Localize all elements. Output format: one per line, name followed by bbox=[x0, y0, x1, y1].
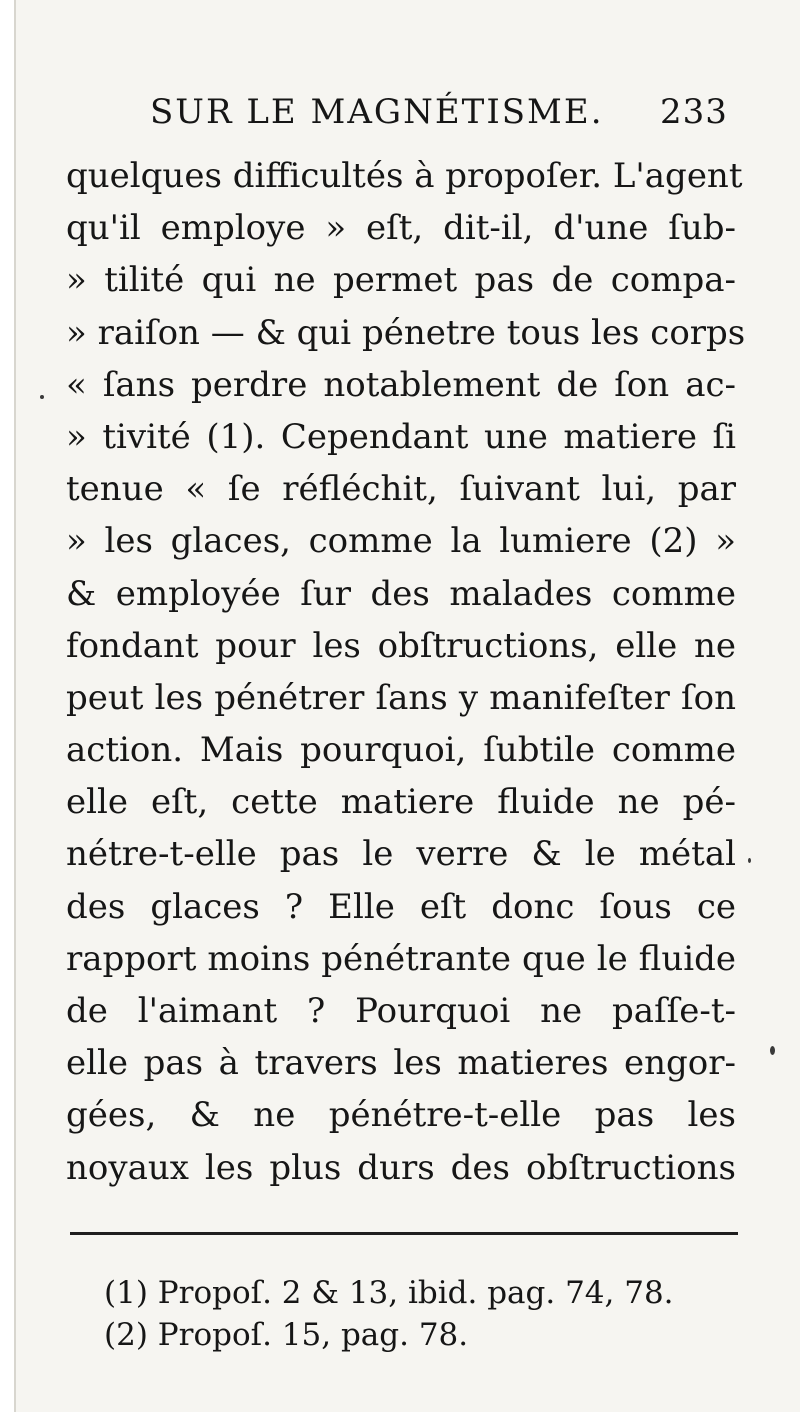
text-line: » les glaces, comme la lumiere (2) » bbox=[66, 521, 736, 562]
text-line: action. Mais pourquoi, ſubtile comme bbox=[66, 730, 736, 771]
ink-speck bbox=[40, 395, 44, 399]
text-line: de l'aimant ? Pourquoi ne paſſe-t- bbox=[66, 991, 736, 1031]
text-line: quelques difficultés à propoſer. L'agent bbox=[66, 156, 743, 196]
text-line: nétre-t-elle pas le verre & le métal bbox=[66, 834, 736, 875]
text-line: » tilité qui ne permet pas de compa- bbox=[66, 260, 736, 301]
text-line: » tivité (1). Cependant une matiere ſi bbox=[66, 416, 736, 457]
text-line: rapport moins pénétrante que le fluide bbox=[66, 938, 736, 979]
running-head bbox=[150, 92, 750, 142]
page-gutter-line bbox=[14, 0, 16, 1412]
ink-speck bbox=[770, 1046, 775, 1055]
text-line: elle eſt, cette matiere fluide ne pé- bbox=[66, 782, 736, 823]
body-text bbox=[66, 150, 746, 1194]
footnote-rule bbox=[70, 1232, 738, 1235]
footnotes bbox=[104, 1272, 744, 1356]
text-line: » raiſon — & qui pénetre tous les corps bbox=[66, 312, 746, 353]
text-line: & employée ſur des malades comme bbox=[66, 573, 736, 614]
text-line: fondant pour les obſtructions, elle ne bbox=[66, 625, 736, 666]
page-number: 233 bbox=[660, 92, 728, 132]
text-line: des glaces ? Elle eſt donc ſous ce bbox=[66, 886, 736, 927]
text-line: peut les pénétrer ſans y manifeſter ſon bbox=[66, 677, 736, 718]
text-line: noyaux les plus durs des obſtructions bbox=[66, 1147, 736, 1188]
page-margin-left bbox=[0, 0, 14, 1412]
text-line: tenue « ſe réfléchit, ſuivant lui, par bbox=[66, 469, 736, 510]
footnote: (1) Propoſ. 2 & 13, ibid. pag. 74, 78. bbox=[104, 1275, 674, 1311]
text-line: qu'il employe » eſt, dit-il, d'une ſub- bbox=[66, 208, 736, 249]
text-line: « ſans perdre notablement de ſon ac- bbox=[66, 364, 736, 405]
running-title: SUR LE MAGNÉTISME. bbox=[150, 92, 604, 132]
ink-speck bbox=[748, 858, 751, 863]
footnote: (2) Propoſ. 15, pag. 78. bbox=[104, 1317, 469, 1353]
text-line: gées, & ne pénétre-t-elle pas les bbox=[66, 1095, 736, 1136]
text-line: elle pas à travers les matieres engor- bbox=[66, 1043, 736, 1084]
